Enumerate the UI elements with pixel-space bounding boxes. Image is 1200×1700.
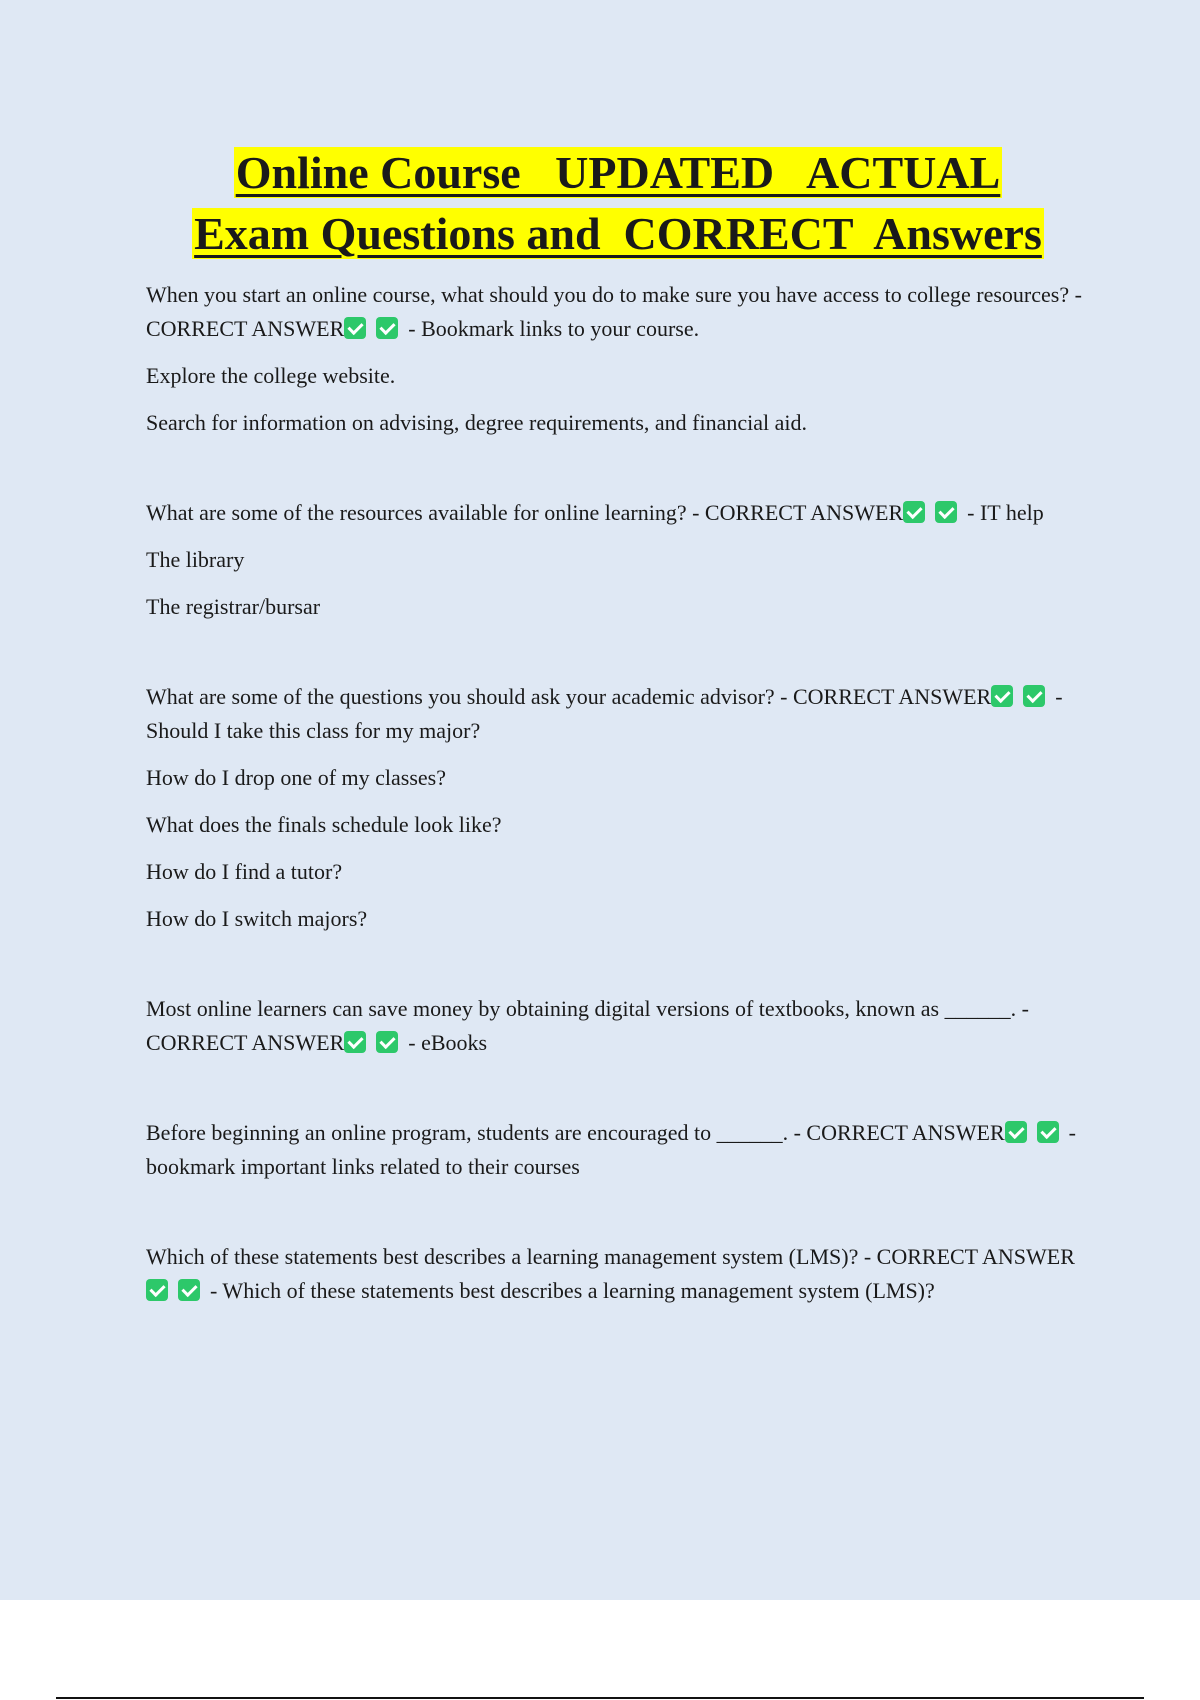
footer-divider [56, 1697, 1144, 1699]
qa-item [146, 1240, 1086, 1308]
answer-line: Search for information on advising, degree requirements, and financial aid. [146, 410, 807, 435]
answer-text: - IT help [967, 500, 1044, 525]
answer-text: - Which of these statements best describes a learning management system (LMS)? [210, 1278, 935, 1303]
title-line-2: Exam Questions and CORRECT Answers [194, 208, 1042, 259]
answer-line: Explore the college website. [146, 363, 396, 388]
answer-line: The library [146, 547, 245, 572]
qa-question [146, 680, 1086, 748]
question-text: What are some of the resources available for online learning? - CORRECT ANSWER [146, 500, 904, 525]
answer-line: How do I find a tutor? [146, 859, 343, 884]
qa-item [146, 992, 1086, 1060]
question-text: Before beginning an online program, students are encouraged to ______. - CORRECT ANSWER [146, 1120, 1005, 1145]
check-mark-icon [903, 501, 925, 523]
check-mark-icon [146, 1279, 168, 1301]
answer-text: - Should I take this class for my major? [146, 684, 1063, 743]
check-mark-icon [991, 685, 1013, 707]
qa-item [146, 278, 1086, 440]
answer-text: - Bookmark links to your course. [408, 316, 700, 341]
qa-question [146, 992, 1086, 1060]
qa-question [146, 1116, 1086, 1184]
qa-question [146, 1240, 1086, 1308]
check-mark-icon [1023, 685, 1045, 707]
check-mark-icon [935, 501, 957, 523]
answer-line: The registrar/bursar [146, 594, 321, 619]
qa-item [146, 1116, 1086, 1184]
answer-line: How do I switch majors? [146, 906, 368, 931]
answer-text: - eBooks [408, 1030, 488, 1055]
question-text: When you start an online course, what should you do to make sure you have access to college resources? - CORRECT ANSWER [146, 282, 1082, 341]
document-title [0, 142, 1200, 264]
check-mark-icon [376, 1031, 398, 1053]
title-line-1: Online Course UPDATED ACTUAL [235, 147, 1001, 198]
check-mark-icon [344, 317, 366, 339]
qa-question [146, 496, 1086, 530]
question-text: Which of these statements best describes a learning management system (LMS)? - CORRECT ANSWER [146, 1244, 1075, 1269]
answer-line: What does the finals schedule look like? [146, 812, 502, 837]
question-text: What are some of the questions you should ask your academic advisor? - CORRECT ANSWER [146, 684, 992, 709]
check-mark-icon [1005, 1121, 1027, 1143]
qa-item [146, 496, 1086, 624]
check-mark-icon [344, 1031, 366, 1053]
qa-item [146, 680, 1086, 936]
check-mark-icon [178, 1279, 200, 1301]
answer-line: How do I drop one of my classes? [146, 765, 446, 790]
answer-text: - bookmark important links related to their courses [146, 1120, 1076, 1179]
check-mark-icon [376, 317, 398, 339]
qa-list [146, 278, 1086, 1321]
qa-question [146, 278, 1086, 346]
question-text: Most online learners can save money by obtaining digital versions of textbooks, known as ______. - CORRECT ANSWER [146, 996, 1029, 1055]
check-mark-icon [1037, 1121, 1059, 1143]
